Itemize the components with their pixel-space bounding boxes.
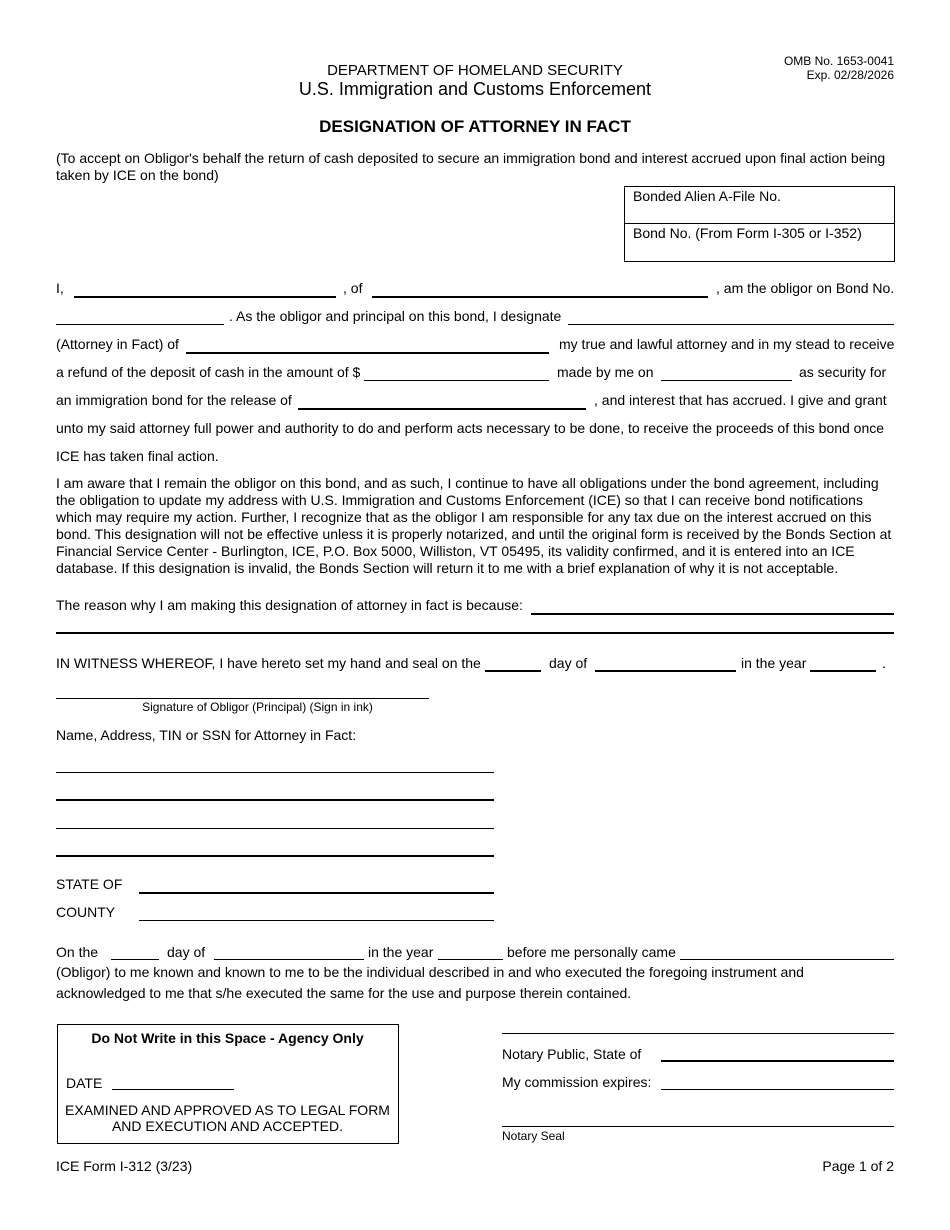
attorney-name-line <box>568 324 894 325</box>
ack-text-line-2: (Obligor) to me known and known to me to be the individual described in and who executed the foregoing instrument and <box>56 964 804 980</box>
bond-number-line <box>56 324 224 325</box>
true-attorney-label: my true and lawful attorney and in my stead to receive <box>559 336 895 352</box>
bond-number-field[interactable] <box>56 307 224 323</box>
interest-label: , and interest that has accrued. I give and grant <box>594 392 887 408</box>
bond-no-label: Bond No. (From Form I-305 or I-352) <box>633 225 862 241</box>
attorney-info-line-3 <box>56 828 494 829</box>
witness-day-field[interactable] <box>485 654 541 670</box>
notary-state-label: Notary Public, State of <box>502 1046 642 1062</box>
notary-state-field[interactable] <box>661 1044 894 1060</box>
ack-month-line <box>214 959 364 960</box>
ack-obligor-field[interactable] <box>680 943 894 959</box>
attorney-of-label: (Attorney in Fact) of <box>56 336 179 352</box>
designate-label: . As the obligor and principal on this bond, I designate <box>229 308 562 324</box>
final-action-text: ICE has taken final action. <box>56 448 219 464</box>
attorney-info-field-4[interactable] <box>56 838 494 854</box>
bond-no-cell[interactable] <box>625 224 894 261</box>
obligor-name-line <box>74 296 336 298</box>
ack-day-line <box>111 959 159 960</box>
commission-label: My commission expires: <box>502 1074 652 1090</box>
signature-label: Signature of Obligor (Principal) (Sign in ink) <box>142 700 373 714</box>
omb-number: OMB No. 1653-0041 <box>783 54 894 68</box>
awareness-paragraph: I am aware that I remain the obligor on this bond, and as such, I continue to have all obligations under the bond agreement, including the obligation to update my address with U.S. Immigration and Customs Enforcement (ICE) so that I can receive bond notifications which may require my action. Further, I recognize that as the obligor I am responsible for any tax due on the interest accrued on this bond. This designation will not be effective unless it is properly notarized, and until the original form is received by the Bonds Section at Financial Service Center - Burlington, ICE, P.O. Box 5000, Williston, VT 05495, its validity confirmed, and it is entered into an ICE database. If this designation is invalid, the Bonds Section will return it to me with a brief explanation of why it is not acceptable. <box>56 475 892 576</box>
attorney-info-field-1[interactable] <box>56 755 494 771</box>
obligor-on-bond-label: , am the obligor on Bond No. <box>716 280 895 296</box>
ack-year-field[interactable] <box>438 943 503 959</box>
ack-day-of-label: day of <box>167 944 206 960</box>
authority-text: unto my said attorney full power and authority to do and perform acts necessary to be done, to receive the proceeds of this bond once <box>56 420 885 436</box>
witness-text: IN WITNESS WHEREOF, I have hereto set my hand and seal on the <box>56 655 481 671</box>
notary-signature-line <box>502 1033 894 1034</box>
reason-field-2[interactable] <box>56 615 894 631</box>
witness-day-line <box>485 670 541 672</box>
witness-year-field[interactable] <box>810 654 876 670</box>
ack-obligor-line <box>680 959 894 960</box>
ack-month-field[interactable] <box>214 943 364 959</box>
bond-info-box <box>624 186 895 262</box>
attorney-name-field[interactable] <box>568 307 894 323</box>
attorney-info-label: Name, Address, TIN or SSN for Attorney in Fact: <box>56 727 357 743</box>
afile-cell[interactable] <box>625 187 894 224</box>
attorney-info-line-1 <box>56 772 494 773</box>
agency-name: U.S. Immigration and Customs Enforcement <box>298 79 652 99</box>
witness-period: . <box>882 655 886 671</box>
page-number: Page 1 of 2 <box>822 1158 894 1174</box>
witness-day-of-label: day of <box>549 655 588 671</box>
approved-line-1: EXAMINED AND APPROVED AS TO LEGAL FORM <box>65 1102 390 1118</box>
before-me-label: before me personally came <box>507 944 676 960</box>
security-for-label: as security for <box>799 364 887 380</box>
notary-signature-field[interactable] <box>502 1016 894 1032</box>
deposit-date-field[interactable] <box>661 363 792 379</box>
reason-field-1[interactable] <box>531 596 894 612</box>
witness-year-line <box>810 670 876 672</box>
obligor-name-field[interactable] <box>74 279 336 295</box>
refund-amount-label: a refund of the deposit of cash in the amount of $ <box>56 364 361 380</box>
on-the-label: On the <box>56 944 99 960</box>
state-line <box>139 892 494 894</box>
attorney-info-line-4 <box>56 855 494 857</box>
agency-date-field[interactable] <box>112 1073 234 1089</box>
form-id: ICE Form I-312 (3/23) <box>56 1158 193 1174</box>
attorney-info-line-2 <box>56 799 494 801</box>
made-by-label: made by me on <box>557 364 654 380</box>
afile-label: Bonded Alien A-File No. <box>633 188 781 204</box>
state-label: STATE OF <box>56 876 123 892</box>
obligor-address-line <box>372 296 708 298</box>
refund-amount-line <box>364 380 549 381</box>
deposit-date-line <box>661 380 792 381</box>
ack-text-line-3: acknowledged to me that s/he executed the same for the use and purpose therein contained. <box>56 985 632 1001</box>
of-label: , of <box>343 280 363 296</box>
agency-date-line <box>112 1089 234 1090</box>
agency-only-heading: Do Not Write in this Space - Agency Only <box>91 1030 364 1046</box>
obligor-address-field[interactable] <box>372 279 708 295</box>
commission-line <box>661 1089 894 1090</box>
notary-seal-label: Notary Seal <box>502 1129 565 1143</box>
department-name: DEPARTMENT OF HOMELAND SECURITY <box>327 62 623 79</box>
witness-month-field[interactable] <box>595 654 736 670</box>
i-label: I, <box>56 280 64 296</box>
alien-name-field[interactable] <box>298 391 586 407</box>
signature-field[interactable] <box>56 681 429 697</box>
county-label: COUNTY <box>56 904 116 920</box>
signature-line <box>56 698 429 699</box>
ack-year-label: in the year <box>368 944 434 960</box>
attorney-info-field-3[interactable] <box>56 811 494 827</box>
ack-day-field[interactable] <box>111 943 159 959</box>
county-field[interactable] <box>139 903 494 919</box>
attorney-address-line <box>186 352 549 354</box>
approved-line-2: AND EXECUTION AND ACCEPTED. <box>111 1118 344 1134</box>
notary-seal-line <box>502 1126 894 1127</box>
attorney-address-field[interactable] <box>186 335 549 351</box>
state-field[interactable] <box>139 875 494 891</box>
ack-year-line <box>438 959 503 960</box>
reason-label: The reason why I am making this designation of attorney in fact is because: <box>56 597 523 613</box>
reason-line-2 <box>56 632 894 634</box>
witness-month-line <box>595 670 736 672</box>
agency-date-label: DATE <box>66 1075 103 1091</box>
omb-expiration: Exp. 02/28/2026 <box>806 68 894 82</box>
release-of-label: an immigration bond for the release of <box>56 392 292 408</box>
refund-amount-field[interactable] <box>364 363 549 379</box>
alien-name-line <box>298 408 586 410</box>
form-title: DESIGNATION OF ATTORNEY IN FACT <box>319 117 631 136</box>
notary-state-line <box>661 1060 894 1062</box>
agency-only-box <box>57 1024 399 1144</box>
attorney-info-field-2[interactable] <box>56 782 494 798</box>
witness-year-label: in the year <box>741 655 807 671</box>
commission-field[interactable] <box>661 1073 894 1089</box>
intro-text: (To accept on Obligor's behalf the return of cash deposited to secure an immigration bond and interest accrued upon final action being taken by ICE on the bond) <box>56 150 886 183</box>
county-line <box>139 920 494 921</box>
